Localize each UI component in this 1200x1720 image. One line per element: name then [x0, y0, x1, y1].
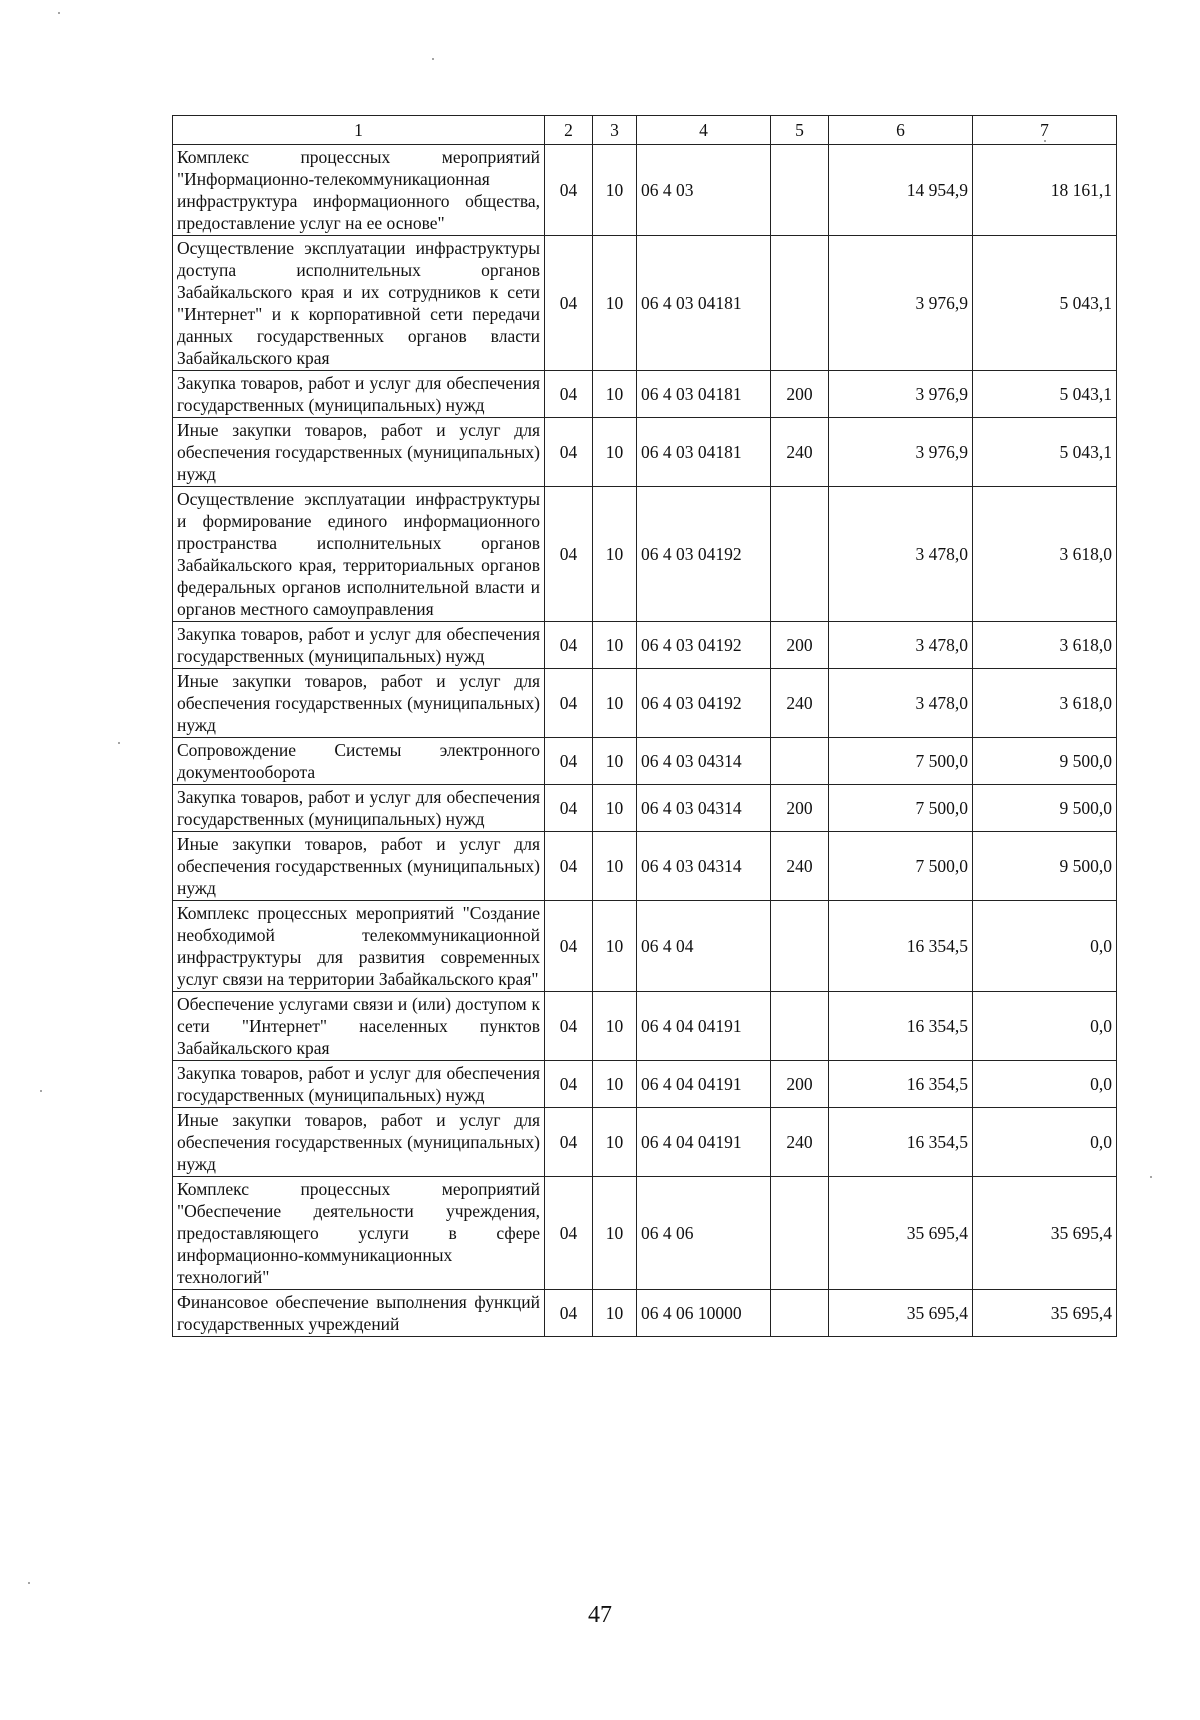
table-row — [173, 418, 1117, 487]
row-amount-2-cell: 35 695,4 — [973, 1290, 1117, 1337]
row-amount-1-cell: 14 954,9 — [829, 145, 973, 236]
table-row — [173, 785, 1117, 832]
row-subsection-cell: 10 — [593, 901, 637, 992]
row-amount-1-cell: 3 478,0 — [829, 669, 973, 738]
row-expense-type-cell — [771, 1177, 829, 1290]
row-name-cell: Иные закупки товаров, работ и услуг для обеспечения государственных (муниципальных) нужд — [173, 418, 545, 487]
row-section-cell: 04 — [545, 371, 593, 418]
row-amount-2-cell: 3 618,0 — [973, 669, 1117, 738]
row-section-cell: 04 — [545, 145, 593, 236]
row-subsection-cell: 10 — [593, 785, 637, 832]
row-section-cell: 04 — [545, 992, 593, 1061]
scan-speck — [432, 58, 434, 60]
table-row — [173, 738, 1117, 785]
row-amount-1-cell: 16 354,5 — [829, 901, 973, 992]
row-expense-type-cell — [771, 145, 829, 236]
row-target-code-cell: 06 4 03 04314 — [637, 832, 771, 901]
budget-table — [172, 115, 1117, 1337]
table-body — [173, 145, 1117, 1337]
row-name-cell: Комплекс процессных мероприятий "Создание необходимой телекоммуникационной инфраструктуры для развития современных услуг связи на территории Забайкальского края" — [173, 901, 545, 992]
table-row — [173, 992, 1117, 1061]
row-subsection-cell: 10 — [593, 145, 637, 236]
row-name-cell: Закупка товаров, работ и услуг для обеспечения государственных (муниципальных) нужд — [173, 1061, 545, 1108]
row-amount-1-cell: 7 500,0 — [829, 785, 973, 832]
table-row — [173, 371, 1117, 418]
scan-speck — [1150, 1176, 1152, 1178]
row-amount-2-cell: 5 043,1 — [973, 236, 1117, 371]
table-row — [173, 669, 1117, 738]
row-expense-type-cell: 200 — [771, 1061, 829, 1108]
page-number: 47 — [588, 1602, 612, 1628]
table-row — [173, 487, 1117, 622]
row-expense-type-cell: 200 — [771, 622, 829, 669]
row-subsection-cell: 10 — [593, 832, 637, 901]
row-target-code-cell: 06 4 03 04314 — [637, 738, 771, 785]
row-amount-2-cell: 0,0 — [973, 992, 1117, 1061]
row-name-cell: Закупка товаров, работ и услуг для обеспечения государственных (муниципальных) нужд — [173, 785, 545, 832]
table-row — [173, 1061, 1117, 1108]
row-expense-type-cell: 240 — [771, 418, 829, 487]
row-target-code-cell: 06 4 03 04181 — [637, 236, 771, 371]
header-col-6: 6 — [829, 116, 973, 145]
row-target-code-cell: 06 4 03 04181 — [637, 418, 771, 487]
row-expense-type-cell: 240 — [771, 1108, 829, 1177]
row-section-cell: 04 — [545, 622, 593, 669]
table-header-row — [173, 116, 1117, 145]
row-amount-1-cell: 3 976,9 — [829, 236, 973, 371]
row-target-code-cell: 06 4 03 — [637, 145, 771, 236]
row-subsection-cell: 10 — [593, 1108, 637, 1177]
table-row — [173, 832, 1117, 901]
row-target-code-cell: 06 4 06 10000 — [637, 1290, 771, 1337]
row-amount-2-cell: 9 500,0 — [973, 832, 1117, 901]
row-amount-1-cell: 3 478,0 — [829, 487, 973, 622]
row-subsection-cell: 10 — [593, 738, 637, 785]
row-target-code-cell: 06 4 03 04192 — [637, 622, 771, 669]
row-amount-1-cell: 35 695,4 — [829, 1290, 973, 1337]
scan-speck — [1044, 140, 1046, 142]
row-section-cell: 04 — [545, 1290, 593, 1337]
row-target-code-cell: 06 4 03 04314 — [637, 785, 771, 832]
row-name-cell: Закупка товаров, работ и услуг для обеспечения государственных (муниципальных) нужд — [173, 371, 545, 418]
header-col-4: 4 — [637, 116, 771, 145]
row-amount-2-cell: 0,0 — [973, 1061, 1117, 1108]
row-subsection-cell: 10 — [593, 487, 637, 622]
table-row — [173, 901, 1117, 992]
row-subsection-cell: 10 — [593, 371, 637, 418]
header-col-7: 7 — [973, 116, 1117, 145]
row-target-code-cell: 06 4 03 04181 — [637, 371, 771, 418]
table-row — [173, 145, 1117, 236]
row-name-cell: Иные закупки товаров, работ и услуг для обеспечения государственных (муниципальных) нужд — [173, 669, 545, 738]
row-name-cell: Закупка товаров, работ и услуг для обеспечения государственных (муниципальных) нужд — [173, 622, 545, 669]
row-subsection-cell: 10 — [593, 1290, 637, 1337]
row-expense-type-cell: 240 — [771, 832, 829, 901]
row-amount-2-cell: 5 043,1 — [973, 418, 1117, 487]
row-expense-type-cell — [771, 738, 829, 785]
row-subsection-cell: 10 — [593, 1061, 637, 1108]
row-section-cell: 04 — [545, 1061, 593, 1108]
row-amount-2-cell: 3 618,0 — [973, 622, 1117, 669]
row-target-code-cell: 06 4 04 04191 — [637, 1061, 771, 1108]
row-amount-1-cell: 16 354,5 — [829, 992, 973, 1061]
row-amount-2-cell: 0,0 — [973, 901, 1117, 992]
scan-speck — [28, 1582, 30, 1584]
row-target-code-cell: 06 4 06 — [637, 1177, 771, 1290]
row-amount-1-cell: 7 500,0 — [829, 738, 973, 785]
row-name-cell: Комплекс процессных мероприятий "Информационно-телекоммуникационная инфраструктура информационного общества, предоставление услуг на ее основе" — [173, 145, 545, 236]
row-amount-2-cell: 9 500,0 — [973, 738, 1117, 785]
row-section-cell: 04 — [545, 1177, 593, 1290]
row-amount-1-cell: 16 354,5 — [829, 1108, 973, 1177]
scan-speck — [118, 742, 120, 744]
row-name-cell: Осуществление эксплуатации инфраструктуры доступа исполнительных органов Забайкальского края и их сотрудников к сети "Интернет" и к корпоративной сети передачи данных государственных органов власти Забайкальского края — [173, 236, 545, 371]
row-name-cell: Комплекс процессных мероприятий "Обеспечение деятельности учреждения, предоставляющего услуги в сфере информационно-коммуникационных технологий" — [173, 1177, 545, 1290]
row-amount-1-cell: 3 976,9 — [829, 418, 973, 487]
row-name-cell: Обеспечение услугами связи и (или) доступом к сети "Интернет" населенных пунктов Забайкальского края — [173, 992, 545, 1061]
row-amount-1-cell: 3 478,0 — [829, 622, 973, 669]
row-amount-1-cell: 35 695,4 — [829, 1177, 973, 1290]
table-row — [173, 1290, 1117, 1337]
row-target-code-cell: 06 4 04 — [637, 901, 771, 992]
table-row — [173, 236, 1117, 371]
row-subsection-cell: 10 — [593, 418, 637, 487]
row-section-cell: 04 — [545, 669, 593, 738]
row-subsection-cell: 10 — [593, 622, 637, 669]
row-expense-type-cell — [771, 236, 829, 371]
row-section-cell: 04 — [545, 487, 593, 622]
row-subsection-cell: 10 — [593, 669, 637, 738]
row-section-cell: 04 — [545, 738, 593, 785]
row-name-cell: Осуществление эксплуатации инфраструктуры и формирование единого информационного пространства исполнительных органов Забайкальского края, территориальных органов федеральных органов исполнительной власти и органов местного самоуправления — [173, 487, 545, 622]
row-amount-1-cell: 7 500,0 — [829, 832, 973, 901]
row-amount-2-cell: 0,0 — [973, 1108, 1117, 1177]
row-amount-1-cell: 16 354,5 — [829, 1061, 973, 1108]
row-amount-2-cell: 9 500,0 — [973, 785, 1117, 832]
row-amount-2-cell: 5 043,1 — [973, 371, 1117, 418]
row-amount-2-cell: 3 618,0 — [973, 487, 1117, 622]
row-subsection-cell: 10 — [593, 1177, 637, 1290]
row-expense-type-cell: 240 — [771, 669, 829, 738]
row-section-cell: 04 — [545, 832, 593, 901]
row-expense-type-cell: 200 — [771, 785, 829, 832]
header-col-5: 5 — [771, 116, 829, 145]
row-amount-2-cell: 35 695,4 — [973, 1177, 1117, 1290]
header-col-3: 3 — [593, 116, 637, 145]
row-section-cell: 04 — [545, 1108, 593, 1177]
scan-speck — [58, 12, 60, 14]
row-subsection-cell: 10 — [593, 992, 637, 1061]
row-target-code-cell: 06 4 03 04192 — [637, 487, 771, 622]
table-row — [173, 1177, 1117, 1290]
table-row — [173, 622, 1117, 669]
row-name-cell: Иные закупки товаров, работ и услуг для обеспечения государственных (муниципальных) нужд — [173, 1108, 545, 1177]
row-target-code-cell: 06 4 04 04191 — [637, 1108, 771, 1177]
row-amount-1-cell: 3 976,9 — [829, 371, 973, 418]
row-name-cell: Иные закупки товаров, работ и услуг для обеспечения государственных (муниципальных) нужд — [173, 832, 545, 901]
row-target-code-cell: 06 4 04 04191 — [637, 992, 771, 1061]
row-expense-type-cell: 200 — [771, 371, 829, 418]
row-section-cell: 04 — [545, 418, 593, 487]
row-expense-type-cell — [771, 487, 829, 622]
row-target-code-cell: 06 4 03 04192 — [637, 669, 771, 738]
row-subsection-cell: 10 — [593, 236, 637, 371]
scan-speck — [40, 1090, 42, 1092]
row-expense-type-cell — [771, 901, 829, 992]
row-section-cell: 04 — [545, 236, 593, 371]
header-col-1: 1 — [173, 116, 545, 145]
row-section-cell: 04 — [545, 901, 593, 992]
row-name-cell: Сопровождение Системы электронного документооборота — [173, 738, 545, 785]
header-col-2: 2 — [545, 116, 593, 145]
row-amount-2-cell: 18 161,1 — [973, 145, 1117, 236]
row-expense-type-cell — [771, 1290, 829, 1337]
table-row — [173, 1108, 1117, 1177]
row-expense-type-cell — [771, 992, 829, 1061]
row-section-cell: 04 — [545, 785, 593, 832]
row-name-cell: Финансовое обеспечение выполнения функций государственных учреждений — [173, 1290, 545, 1337]
